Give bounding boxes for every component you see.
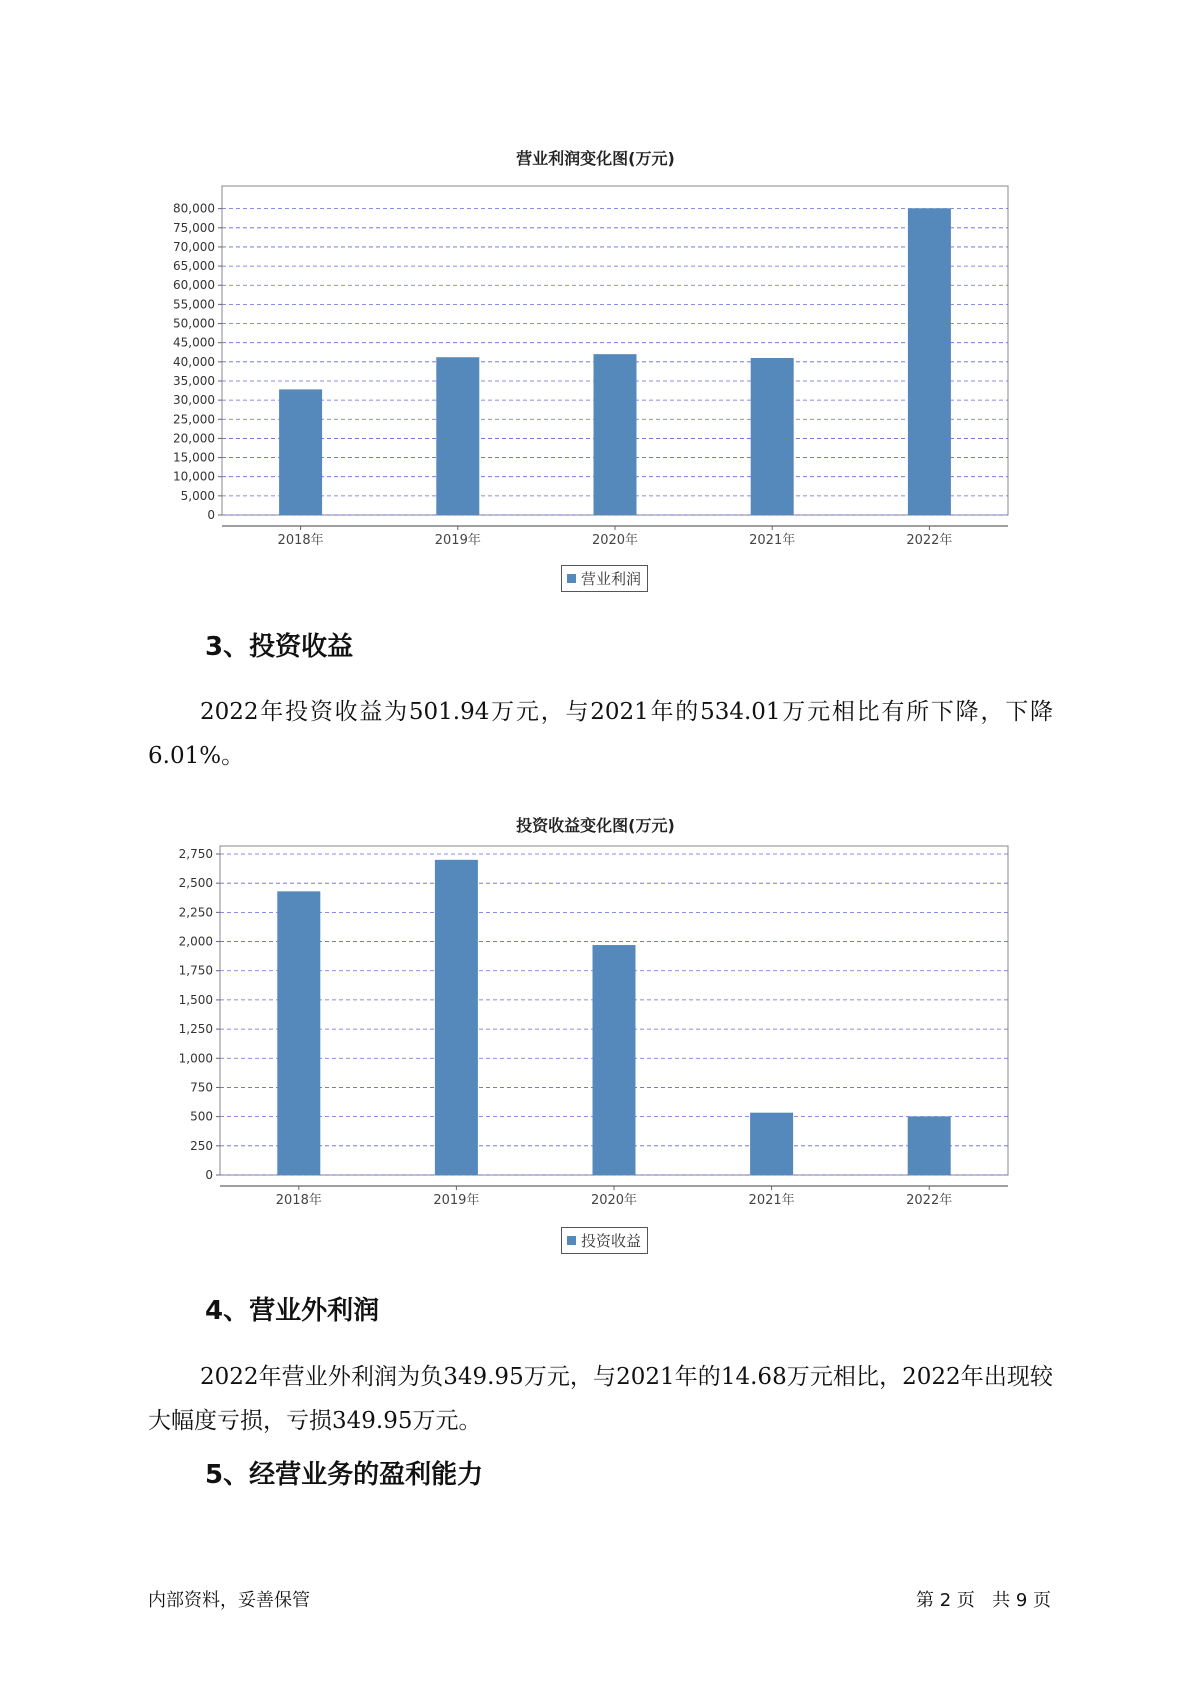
y-tick-label: 20,000	[173, 431, 215, 446]
y-tick-label: 2,250	[178, 905, 213, 920]
y-tick-label: 1,250	[178, 1022, 213, 1037]
y-tick-label: 50,000	[173, 316, 215, 331]
y-tick-label: 65,000	[173, 259, 215, 274]
x-tick-label: 2018年	[275, 1193, 322, 1208]
y-tick-label: 0	[205, 1168, 213, 1182]
y-tick-label: 15,000	[173, 450, 215, 465]
x-tick-label: 2022年	[906, 1193, 953, 1208]
y-tick-label: 25,000	[173, 412, 215, 427]
section-4-paragraph: 2022年营业外利润为负349.95万元，与2021年的14.68万元相比，2022年出现较大幅度亏损，亏损349.95万元。	[148, 1364, 1053, 1434]
legend-swatch-icon	[567, 1236, 576, 1245]
x-tick-label: 2019年	[434, 533, 481, 548]
x-tick-label: 2021年	[749, 533, 796, 548]
x-tick-label: 2020年	[590, 1193, 638, 1208]
bar	[435, 860, 478, 1175]
y-tick-label: 55,000	[173, 297, 215, 312]
bar	[594, 354, 637, 515]
section-5-heading: 5、经营业务的盈利能力	[205, 1460, 484, 1490]
y-tick-label: 60,000	[173, 278, 215, 293]
y-tick-label: 40,000	[173, 354, 215, 369]
investment-income-chart	[0, 840, 1191, 1260]
y-tick-label: 2,500	[178, 876, 213, 891]
y-tick-label: 250	[190, 1138, 213, 1153]
bar	[279, 389, 322, 515]
y-tick-label: 1,000	[178, 1051, 213, 1066]
chart2-legend	[561, 1227, 648, 1254]
y-tick-label: 5,000	[180, 488, 215, 503]
chart1-legend	[561, 565, 648, 592]
section-3-paragraph: 2022年投资收益为501.94万元，与2021年的534.01万元相比有所下降，下降6.01%。	[148, 699, 1053, 769]
chart1-title: 营业利润变化图(万元)	[516, 149, 675, 168]
bar	[436, 357, 479, 515]
bar	[750, 1113, 793, 1175]
chart2-title: 投资收益变化图(万元)	[516, 816, 675, 835]
x-tick-label: 2019年	[433, 1193, 480, 1208]
bar	[908, 208, 951, 515]
y-tick-label: 70,000	[173, 239, 215, 254]
x-tick-label: 2020年	[591, 533, 639, 548]
footer-page-number: 第 2 页 共 9 页	[916, 1590, 1051, 1611]
y-tick-label: 75,000	[173, 220, 215, 235]
y-tick-label: 35,000	[173, 373, 215, 388]
x-tick-label: 2022年	[906, 533, 953, 548]
y-tick-label: 45,000	[173, 335, 215, 350]
chart2-legend-label: 投资收益	[581, 1232, 642, 1250]
bar	[751, 358, 794, 515]
y-tick-label: 80,000	[173, 201, 215, 216]
x-tick-label: 2021年	[748, 1193, 795, 1208]
bar	[593, 945, 636, 1175]
legend-swatch-icon	[567, 574, 576, 583]
y-tick-label: 1,500	[178, 992, 213, 1007]
y-tick-label: 750	[190, 1080, 213, 1095]
bar	[908, 1116, 951, 1175]
y-tick-label: 1,750	[178, 963, 213, 978]
footer-confidential-note: 内部资料，妥善保管	[148, 1590, 310, 1611]
section-4-heading: 4、营业外利润	[205, 1296, 380, 1326]
y-tick-label: 500	[190, 1109, 213, 1124]
y-tick-label: 30,000	[173, 393, 215, 408]
y-tick-label: 2,000	[178, 934, 213, 949]
x-tick-label: 2018年	[277, 533, 324, 548]
chart1-legend-label: 营业利润	[581, 570, 642, 588]
y-tick-label: 10,000	[173, 469, 215, 484]
y-tick-label: 0	[207, 508, 215, 522]
bar	[277, 891, 320, 1175]
operating-profit-chart	[0, 180, 1191, 600]
y-tick-label: 2,750	[178, 847, 213, 861]
section-3-heading: 3、投资收益	[205, 632, 354, 662]
